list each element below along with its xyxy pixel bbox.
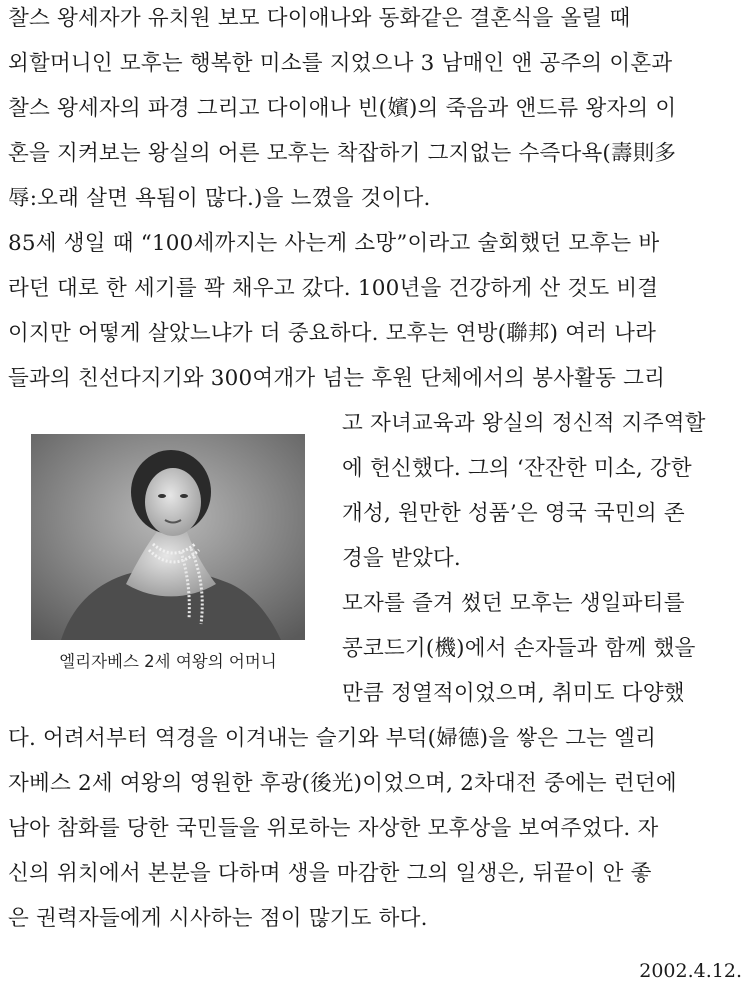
text-line: 만큼 정열적이었으며, 취미도 다양했 [342,681,685,706]
text-line: 혼을 지켜보는 왕실의 어른 모후는 착잡하기 그지없는 수즉다욕(壽則多 [8,141,677,166]
text-line: 찰스 왕세자의 파경 그리고 다이애나 빈(嬪)의 죽음과 앤드류 왕자의 이 [8,96,677,121]
portrait-icon [31,434,305,640]
text-line: 콩코드기(機)에서 손자들과 함께 했을 [342,636,696,661]
text-line: 경을 받았다. [342,546,461,571]
figure-caption: 엘리자베스 2세 여왕의 어머니 [59,652,277,671]
text-line: 85세 생일 때 “100세까지는 사는게 소망”이라고 술회했던 모후는 바 [8,231,660,256]
text-line: 다. 어려서부터 역경을 이겨내는 슬기와 부덕(婦德)을 쌓은 그는 엘리 [8,726,657,751]
text-line: 이지만 어떻게 살았느냐가 더 중요하다. 모후는 연방(聯邦) 여러 나라 [8,321,657,346]
text-line: 신의 위치에서 본분을 다하며 생을 마감한 그의 일생은, 뒤끝이 안 좋 [8,861,652,886]
text-line: 고 자녀교육과 왕실의 정신적 지주역할 [342,411,706,436]
text-line: 에 헌신했다. 그의 ‘잔잔한 미소, 강한 [342,456,692,481]
text-line: 남아 참화를 당한 국민들을 위로하는 자상한 모후상을 보여주었다. 자 [8,816,659,841]
text-line: 찰스 왕세자가 유치원 보모 다이애나와 동화같은 결혼식을 올릴 때 [8,6,631,31]
text-line: 은 권력자들에게 시사하는 점이 많기도 하다. [8,906,428,931]
text-line: 외할머니인 모후는 행복한 미소를 지었으나 3 남매인 앤 공주의 이혼과 [8,51,673,76]
text-line: 辱:오래 살면 욕됨이 많다.)을 느꼈을 것이다. [8,186,431,211]
text-line: 모자를 즐겨 썼던 모후는 생일파티를 [342,591,685,616]
portrait-photo [31,434,305,640]
date-stamp: 2002.4.12. [639,960,742,982]
text-line: 들과의 친선다지기와 300여개가 넘는 후원 단체에서의 봉사활동 그리 [8,366,666,391]
text-line: 라던 대로 한 세기를 꽉 채우고 갔다. 100년을 건강하게 산 것도 비결 [8,276,659,301]
text-line: 자베스 2세 여왕의 영원한 후광(後光)이었으며, 2차대전 중에는 런던에 [8,771,677,796]
text-line: 개성, 원만한 성품’은 영국 국민의 존 [342,501,685,526]
